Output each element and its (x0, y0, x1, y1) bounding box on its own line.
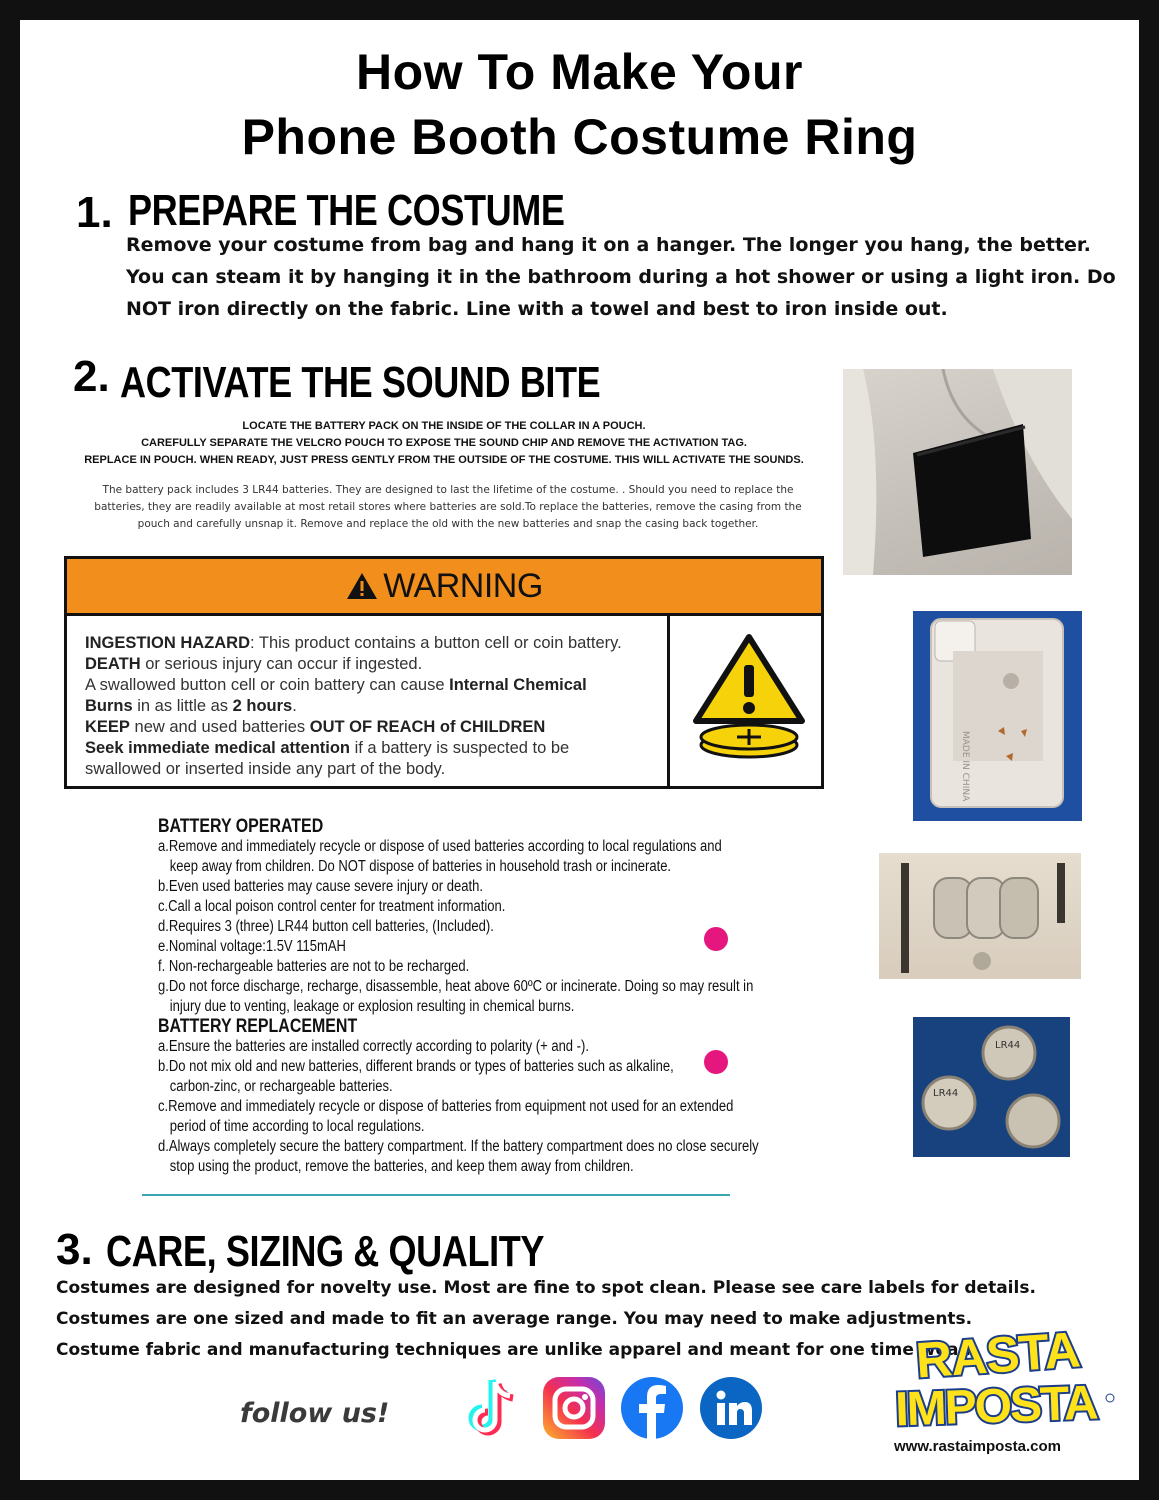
battery-replacement-item: stop using the product, remove the batteries, and keep them away from children. (169, 1158, 634, 1175)
warning-strong: INGESTION HAZARD (85, 634, 250, 652)
battery-replacement-heading: BATTERY REPLACEMENT (158, 1016, 358, 1037)
collar-pouch-illustration (843, 369, 1072, 575)
section1-body (126, 229, 1116, 325)
instagram-glyph-icon (543, 1377, 605, 1439)
warning-line (85, 654, 665, 675)
battery-operated-heading: BATTERY OPERATED (158, 816, 324, 837)
page-title-line1: How To Make Your (356, 44, 803, 100)
battery-info-line: The battery pack includes 3 LR44 batteries. They are designed to last the lifetime of the costume. . Should you need to replace the (102, 484, 794, 496)
battery-info (64, 482, 832, 533)
tiktok-icon (464, 1376, 524, 1440)
warning-divider (667, 616, 670, 789)
instruction-line: REPLACE IN POUCH. WHEN READY, JUST PRESS GENTLY FROM THE OUTSIDE OF THE COSTUME. THIS WILL ACTIVATE THE SOUNDS. (84, 454, 804, 466)
battery-label: LR44 (933, 1088, 959, 1099)
battery-operated-item: f. Non-rechargeable batteries are not to be recharged. (158, 958, 470, 975)
warning-strong: OUT OF REACH of CHILDREN (309, 718, 546, 736)
battery-casing-photo (913, 611, 1082, 821)
follow-us-label: follow us! (240, 1398, 390, 1429)
battery-replacement-item: c.Remove and immediately recycle or dispose of batteries from equipment not used for an extended (158, 1098, 734, 1115)
batteries-in-case-illustration (879, 853, 1081, 979)
battery-operated-item: g.Do not force discharge, recharge, disassemble, heat above 60ºC or incinerate. Doing so may result in (158, 978, 754, 995)
warning-header (67, 559, 821, 616)
battery-operated-item: c.Call a local poison control center for treatment information. (158, 898, 506, 915)
logo-line2: IMPOSTA (894, 1376, 1098, 1437)
divider-line (142, 1194, 730, 1196)
facebook-glyph-icon (621, 1377, 683, 1439)
facebook-icon[interactable] (621, 1377, 683, 1439)
warning-strong: Burns (85, 697, 133, 715)
warning-span: . (292, 697, 297, 715)
battery-info-line: batteries, they are readily available at most retail stores where batteries are sold.To replace the batteries, remove the casing from the (94, 501, 802, 513)
warning-triangle-icon (345, 571, 379, 601)
section2-number: 2. (73, 352, 110, 401)
pink-dot (704, 927, 728, 951)
instagram-icon[interactable] (543, 1377, 605, 1439)
tiktok-icon[interactable] (464, 1376, 524, 1440)
battery-operated-block (158, 817, 759, 1177)
section1-line: NOT iron directly on the fabric. Line with a towel and best to iron inside out. (126, 298, 948, 320)
warning-strong: 2 hours (232, 697, 293, 715)
warning-strong: KEEP (85, 718, 130, 736)
warning-title: WARNING (383, 566, 543, 605)
logo-line1: RASTA (914, 1321, 1082, 1389)
pink-dot (704, 1050, 728, 1074)
linkedin-glyph-icon (700, 1377, 762, 1439)
warning-line (85, 633, 665, 654)
section3-heading: CARE, SIZING & QUALITY (106, 1227, 544, 1276)
battery-operated-item: e.Nominal voltage:1.5V 115mAH (158, 938, 346, 955)
battery-operated-item: a.Remove and immediately recycle or dispose of used batteries according to local regulations and (158, 838, 722, 855)
battery-replacement-item: carbon-zinc, or rechargeable batteries. (169, 1078, 393, 1095)
battery-info-line: pouch and carefully unsnap it. Remove and replace the old with the new batteries and snap the casing back together. (137, 518, 759, 530)
battery-label: LR44 (995, 1040, 1021, 1051)
lr44-batteries-illustration (913, 1017, 1070, 1157)
section1-number: 1. (76, 188, 113, 237)
battery-operated-item: d.Requires 3 (three) LR44 button cell batteries, (Included). (158, 918, 494, 935)
section1-line: Remove your costume from bag and hang it on a hanger. The longer you hang, the better. (126, 234, 1091, 256)
lr44-batteries-photo (913, 1017, 1070, 1157)
section2-heading: ACTIVATE THE SOUND BITE (120, 358, 601, 407)
warning-strong: DEATH (85, 655, 141, 673)
warning-text (85, 633, 665, 780)
battery-replacement-item: a.Ensure the batteries are installed correctly according to polarity (+ and -). (158, 1038, 589, 1055)
section1-heading: PREPARE THE COSTUME (128, 186, 565, 235)
section3-line: Costume fabric and manufacturing techniques are unlike apparel and meant for one time wear. (56, 1340, 971, 1360)
page-title-line2: Phone Booth Costume Ring (241, 109, 918, 165)
rasta-imposta-logo (888, 1320, 1118, 1440)
warning-strong: Internal Chemical (449, 676, 587, 694)
battery-replacement-item: d.Always completely secure the battery compartment. If the battery compartment does no close securely (158, 1138, 759, 1155)
linkedin-icon[interactable] (700, 1377, 762, 1439)
section3-line: Costumes are one sized and made to fit an average range. You may need to make adjustments. (56, 1309, 973, 1329)
battery-operated-item: b.Even used batteries may cause severe injury or death. (158, 878, 483, 895)
battery-replacement-item: period of time according to local regulations. (169, 1118, 425, 1135)
instruction-line: LOCATE THE BATTERY PACK ON THE INSIDE OF THE COLLAR IN A POUCH. (242, 420, 646, 432)
collar-pouch-photo (843, 369, 1072, 575)
warning-span: if a battery is suspected to be (350, 739, 570, 757)
battery-replacement-item: b.Do not mix old and new batteries, different brands or types of batteries such as alkaline, (158, 1058, 674, 1075)
battery-casing-illustration (913, 611, 1082, 821)
instruction-line: CAREFULLY SEPARATE THE VELCRO POUCH TO EXPOSE THE SOUND CHIP AND REMOVE THE ACTIVATION TAG. (141, 437, 747, 449)
warning-span: : This product contains a button cell or coin battery. (250, 634, 622, 652)
warning-line (85, 675, 665, 696)
battery-hazard-icon (692, 633, 807, 768)
warning-line (85, 738, 665, 759)
warning-line (85, 696, 665, 717)
section3-line: Costumes are designed for novelty use. Most are fine to spot clean. Please see care labels for details. (56, 1278, 1036, 1298)
battery-operated-item: injury due to venting, leakage or explosion resulting in chemical burns. (169, 998, 575, 1015)
warning-span: or serious injury can occur if ingested. (140, 655, 423, 673)
warning-span: in as little as (132, 697, 233, 715)
warning-line: swallowed or inserted inside any part of the body. (85, 760, 446, 778)
warning-span: A swallowed button cell or coin battery can cause (85, 676, 450, 694)
warning-line (85, 717, 665, 738)
rasta-imposta-logo-graphic (888, 1320, 1118, 1440)
activation-instructions (64, 418, 824, 469)
made-in-label: MADE IN CHINA (960, 731, 970, 802)
warning-span: new and used batteries (129, 718, 310, 736)
warning-strong: Seek immediate medical attention (85, 739, 351, 757)
section3-number: 3. (56, 1225, 93, 1274)
website-link[interactable]: www.rastaimposta.com (894, 1438, 1061, 1455)
battery-operated-item: keep away from children. Do NOT dispose of batteries in household trash or incinerate. (169, 858, 672, 875)
section1-line: You can steam it by hanging it in the bathroom during a hot shower or using a light iron. Do (126, 266, 1116, 288)
batteries-in-case-photo (879, 853, 1081, 979)
warning-box (64, 556, 824, 789)
